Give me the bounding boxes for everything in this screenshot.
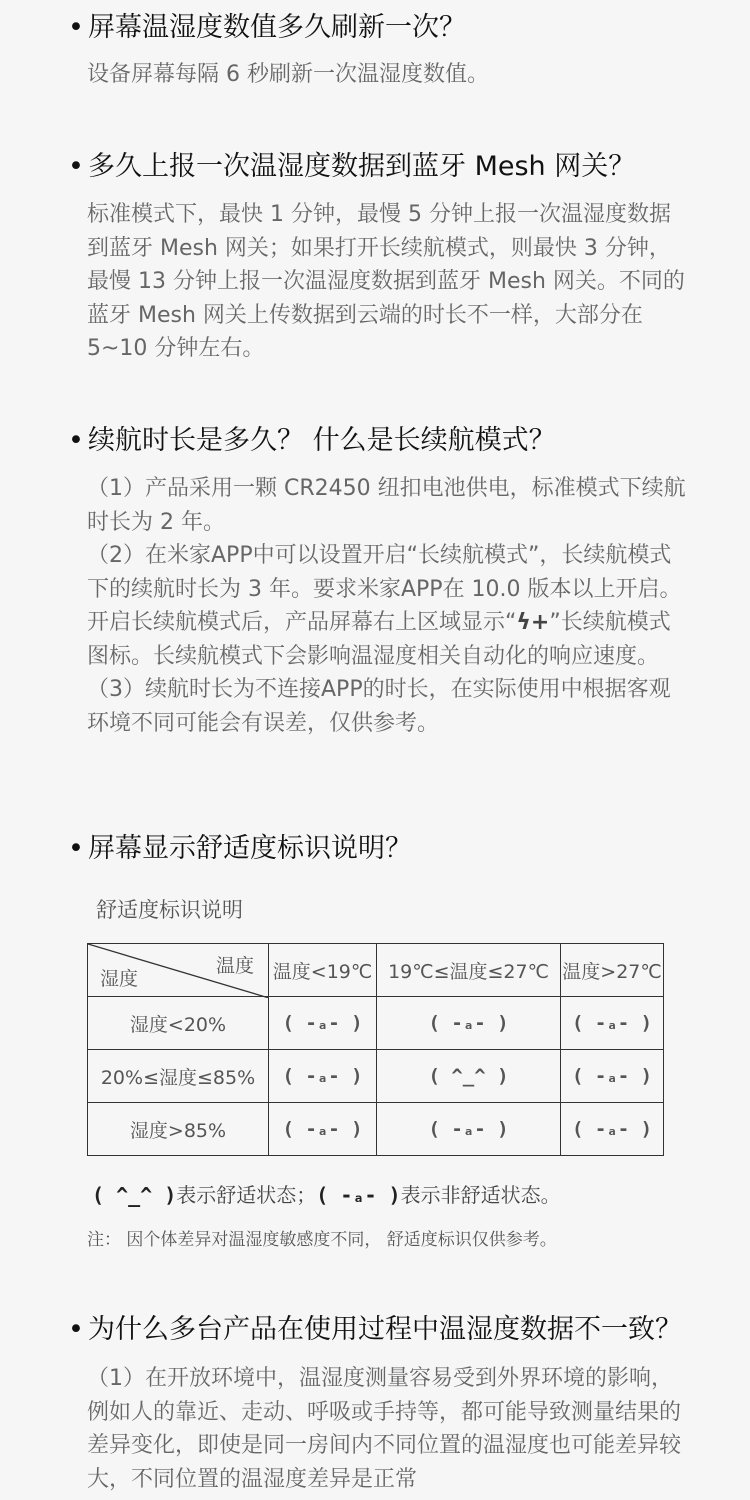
question-title: 为什么多台产品在使用过程中温湿度数据不一致？ bbox=[88, 1314, 682, 1345]
comfort-face-cell: ( -ₐ- ) bbox=[561, 1050, 664, 1103]
corner-label-temperature: 温度 bbox=[215, 955, 254, 977]
bullet-icon: • bbox=[68, 12, 84, 43]
row-header: 20%≤湿度≤85% bbox=[88, 1050, 269, 1103]
column-header: 温度<19℃ bbox=[269, 944, 377, 997]
comfort-face-cell: ( ^_^ ) bbox=[377, 1050, 561, 1103]
faq-question-battery bbox=[68, 424, 710, 458]
table-row bbox=[88, 997, 664, 1050]
question-title: 屏幕显示舒适度标识说明？ bbox=[88, 833, 412, 864]
answer-text: （2）在米家APP中可以设置开启“长续航模式”，长续航模式下的续航时长为 3 年。要求米家APP在 10.0 版本以上开启。开启长续航模式后，产品屏幕右上区域显示“ bbox=[87, 543, 682, 635]
comfort-face-cell: ( -ₐ- ) bbox=[269, 1050, 377, 1103]
faq-question-inconsistency bbox=[68, 1313, 710, 1347]
comfort-face-cell: ( -ₐ- ) bbox=[561, 1103, 664, 1156]
question-title: 续航时长是多久？ 什么是长续航模式？ bbox=[88, 425, 556, 456]
comfort-face-cell: ( -ₐ- ) bbox=[269, 997, 377, 1050]
answer-paragraph-1: （1）产品采用一颗 CR2450 纽扣电池供电，标准模式下续航时长为 2 年。 bbox=[87, 476, 686, 535]
faq-answer-report bbox=[87, 198, 687, 366]
answer-paragraph-2 bbox=[87, 539, 687, 673]
answer-paragraph-3: （3）续航时长为不连接APP的时长，在实际使用中根据客观环境不同可能会有误差，仅供参考。 bbox=[87, 677, 671, 736]
faq-answer-inconsistency bbox=[87, 1362, 687, 1496]
bullet-icon: • bbox=[68, 833, 84, 864]
column-header: 温度>27℃ bbox=[561, 944, 664, 997]
table-caption: 舒适度标识说明 bbox=[96, 898, 243, 922]
question-title: 屏幕温湿度数值多久刷新一次？ bbox=[88, 12, 466, 43]
comfort-face-cell: ( -ₐ- ) bbox=[561, 997, 664, 1050]
row-header: 湿度<20% bbox=[88, 997, 269, 1050]
footnote: 注： 因个体差异对温湿度敏感度不同， 舒适度标识仅供参考。 bbox=[87, 1230, 557, 1250]
table-corner-cell bbox=[88, 944, 269, 997]
table-row bbox=[88, 1103, 664, 1156]
unhappy-face-icon: ( -ₐ- ) bbox=[316, 1183, 401, 1207]
long-battery-mode-icon: ϟ+ bbox=[516, 610, 550, 635]
comfort-legend bbox=[92, 1180, 561, 1210]
legend-text: 表示舒适状态； bbox=[176, 1183, 317, 1207]
answer-text: ”长续航模式图标。长续航模式下会影响温湿度相关自动化的响应速度。 bbox=[87, 610, 671, 669]
column-header: 19℃≤温度≤27℃ bbox=[377, 944, 561, 997]
faq-question-comfort bbox=[68, 832, 710, 866]
comfort-face-cell: ( -ₐ- ) bbox=[269, 1103, 377, 1156]
bullet-icon: • bbox=[68, 425, 84, 456]
row-header: 湿度>85% bbox=[88, 1103, 269, 1156]
comfort-face-cell: ( -ₐ- ) bbox=[377, 997, 561, 1050]
faq-question-refresh bbox=[68, 11, 710, 45]
faq-answer-refresh bbox=[87, 58, 687, 92]
faq-answer-battery bbox=[87, 472, 687, 740]
answer-text: （1）在开放环境中，温湿度测量容易受到外界环境的影响，例如人的靠近、走动、呼吸或手持等，都可能导致测量结果的差异变化，即使是同一房间内不同位置的温湿度也可能差异较大，不同位置的温湿度差异是正常 bbox=[87, 1366, 682, 1492]
answer-text: 标准模式下，最快 1 分钟，最慢 5 分钟上报一次温湿度数据到蓝牙 Mesh 网关；如果打开长续航模式，则最快 3 分钟，最慢 13 分钟上报一次温湿度数据到蓝牙 Mesh 网关。不同的蓝牙 Mesh 网关上传数据到云端的时长不一样，大部分在 5~10 分钟左右。 bbox=[87, 202, 685, 361]
faq-question-report bbox=[68, 150, 710, 184]
comfort-face-cell: ( -ₐ- ) bbox=[377, 1103, 561, 1156]
comfort-table bbox=[87, 943, 664, 1156]
legend-text: 表示非舒适状态。 bbox=[400, 1183, 561, 1207]
question-title: 多久上报一次温湿度数据到蓝牙 Mesh 网关？ bbox=[88, 151, 636, 182]
corner-label-humidity: 湿度 bbox=[100, 968, 139, 990]
bullet-icon: • bbox=[68, 151, 84, 182]
table-header-row bbox=[88, 944, 664, 997]
bullet-icon: • bbox=[68, 1314, 84, 1345]
table-row bbox=[88, 1050, 664, 1103]
answer-text: 设备屏幕每隔 6 秒刷新一次温湿度数值。 bbox=[87, 62, 489, 87]
happy-face-icon: ( ^_^ ) bbox=[92, 1183, 177, 1207]
